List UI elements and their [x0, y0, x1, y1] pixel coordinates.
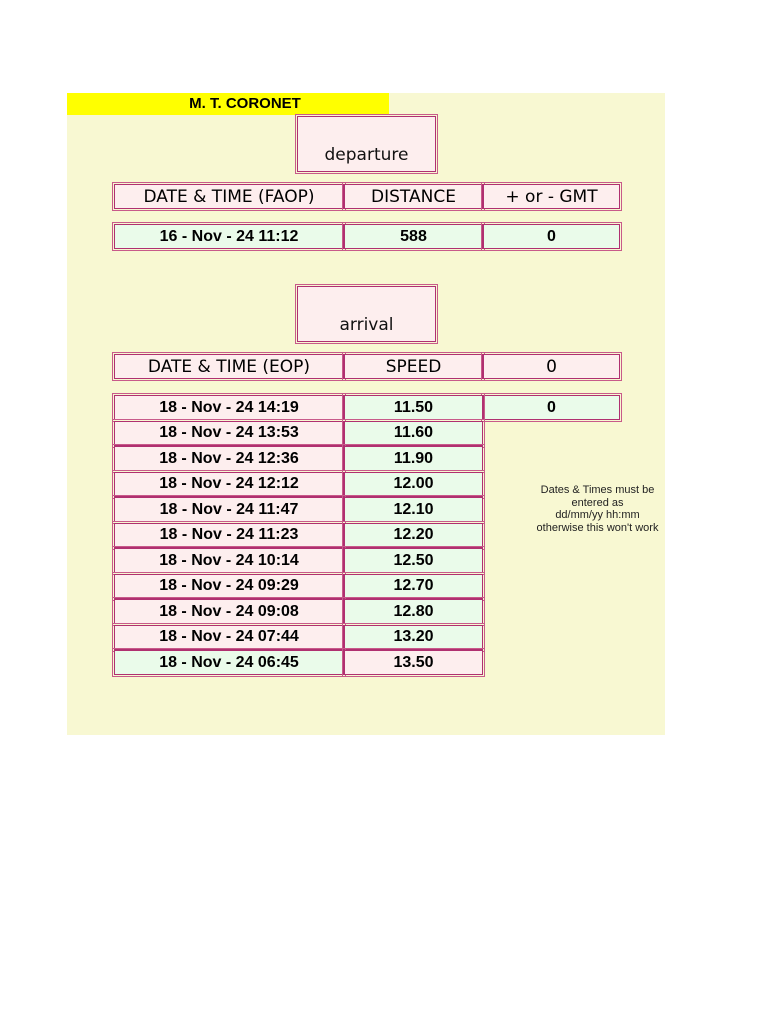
arrival-label: arrival: [339, 315, 394, 335]
arrival-datetime-cell[interactable]: 18 - Nov - 24 09:08: [114, 599, 344, 624]
departure-label-box: [297, 116, 436, 172]
arrival-header-gmt: 0: [483, 354, 620, 379]
arrival-speed-cell[interactable]: 13.20: [344, 625, 483, 650]
departure-header-datetime: DATE & TIME (FAOP): [114, 184, 344, 209]
arrival-datetime-cell[interactable]: 18 - Nov - 24 11:23: [114, 523, 344, 548]
arrival-speed-cell[interactable]: 12.50: [344, 548, 483, 573]
arrival-datetime-cell[interactable]: 18 - Nov - 24 10:14: [114, 548, 344, 573]
arrival-speed-cell[interactable]: 12.00: [344, 472, 483, 497]
departure-datetime-cell[interactable]: 16 - Nov - 24 11:12: [114, 224, 344, 249]
arrival-speed-cell[interactable]: 11.90: [344, 446, 483, 471]
arrival-datetime-cell[interactable]: 18 - Nov - 24 06:45: [114, 650, 344, 675]
arrival-datetime-cell[interactable]: 18 - Nov - 24 11:47: [114, 497, 344, 522]
arrival-datetime-cell[interactable]: 18 - Nov - 24 09:29: [114, 574, 344, 599]
departure-header-gmt: + or - GMT: [483, 184, 620, 209]
arrival-datetime-cell[interactable]: 18 - Nov - 24 14:19: [114, 395, 344, 420]
arrival-datetime-cell[interactable]: 18 - Nov - 24 07:44: [114, 625, 344, 650]
title-bar: [67, 93, 389, 115]
arrival-speed-cell[interactable]: 12.70: [344, 574, 483, 599]
departure-gmt-cell[interactable]: 0: [483, 224, 620, 249]
arrival-header-datetime: DATE & TIME (EOP): [114, 354, 344, 379]
arrival-gmt-cell[interactable]: 0: [483, 395, 620, 420]
arrival-datetime-cell[interactable]: 18 - Nov - 24 13:53: [114, 421, 344, 446]
arrival-speed-cell[interactable]: 12.80: [344, 599, 483, 624]
arrival-speed-cell[interactable]: 12.10: [344, 497, 483, 522]
departure-label: departure: [324, 145, 409, 165]
arrival-datetime-cell[interactable]: 18 - Nov - 24 12:12: [114, 472, 344, 497]
arrival-speed-cell[interactable]: 11.60: [344, 421, 483, 446]
date-format-note: Dates & Times must be entered as dd/mm/yy hh:mm otherwise this won't work: [536, 484, 659, 534]
arrival-speed-cell[interactable]: 13.50: [344, 650, 483, 675]
vessel-title: M. T. CORONET: [189, 95, 301, 112]
arrival-datetime-cell[interactable]: 18 - Nov - 24 12:36: [114, 446, 344, 471]
arrival-speed-cell[interactable]: 12.20: [344, 523, 483, 548]
departure-header-distance: DISTANCE: [344, 184, 483, 209]
arrival-label-box: [297, 286, 436, 342]
arrival-header-speed: SPEED: [344, 354, 483, 379]
departure-distance-cell[interactable]: 588: [344, 224, 483, 249]
arrival-speed-cell[interactable]: 11.50: [344, 395, 483, 420]
